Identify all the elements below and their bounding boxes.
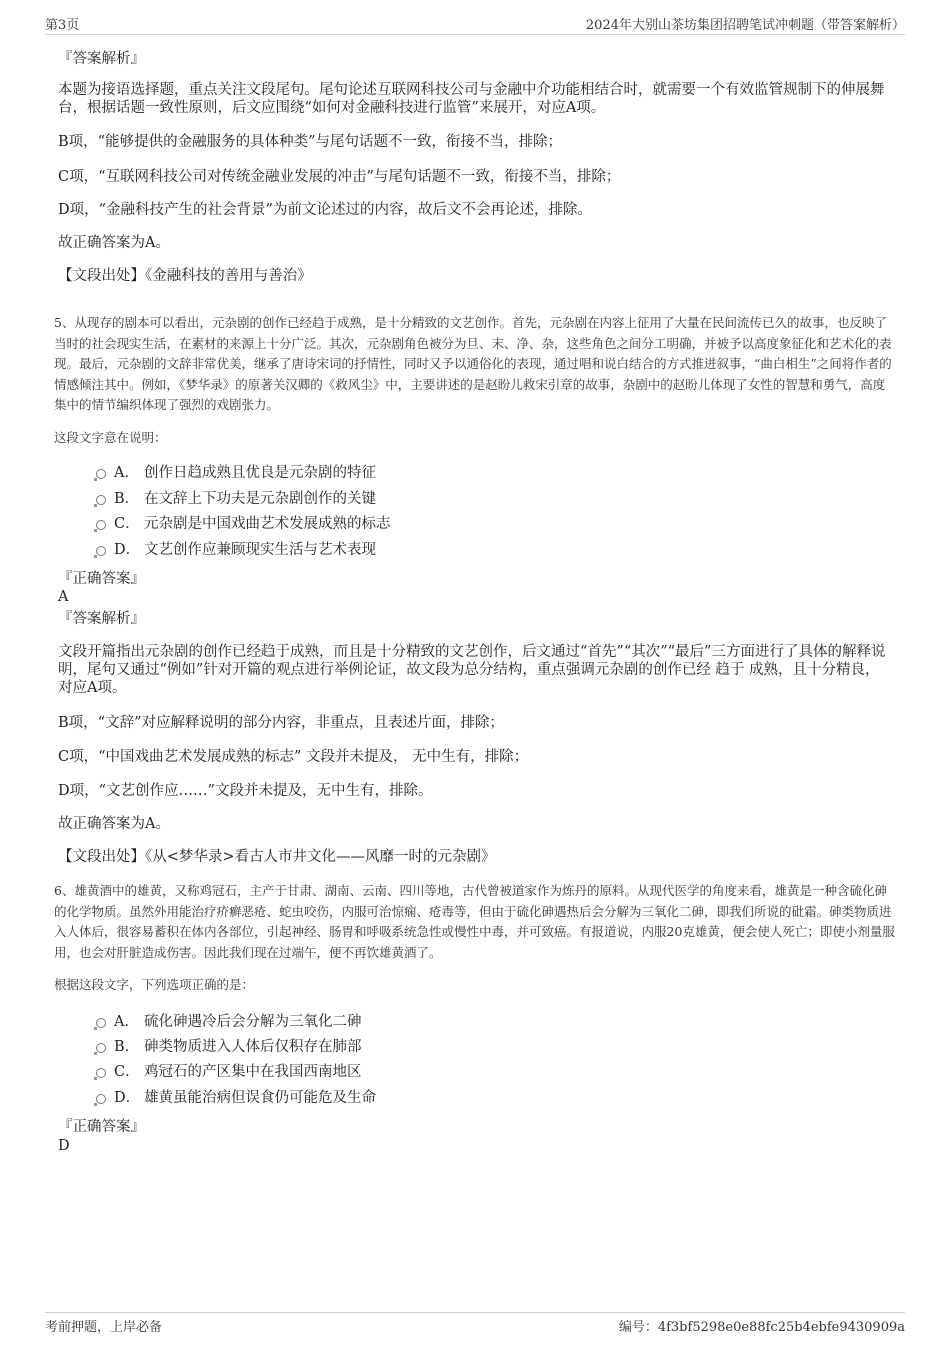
radio-button[interactable]: [96, 495, 106, 505]
option-text: 硫化砷遇冷后会分解为三氧化二砷: [144, 1014, 362, 1030]
q5-option-b[interactable]: [96, 489, 796, 511]
q5-option-a[interactable]: [96, 463, 796, 485]
option-text: 元杂剧是中国戏曲艺术发展成熟的标志: [144, 516, 391, 532]
q5-option-c[interactable]: [96, 514, 796, 536]
page-header: [45, 12, 905, 35]
q5-analysis-text: 文段开篇指出元杂剧的创作已经趋于成熟，而且是十分精致的文艺创作，后文通过“首先”“其次”“最后”三方面进行了具体的解释说明，尾句又通过“例如”针对开篇的观点进行举例论证，故文段为总分结构，重点强调元杂剧的创作已经 趋于 成熟，且十分精良，对应A项。: [58, 644, 886, 696]
option-letter: B．: [114, 491, 140, 507]
document-title: 2024年大别山茶坊集团招聘笔试冲刺题（带答案解析）: [585, 18, 905, 33]
q4-analysis-label: 『答案解析』: [58, 51, 145, 67]
document-code: 编号：4f3bf5298e0e88fc25b4ebfe9430909a: [618, 1320, 905, 1335]
q6-answer-label: 『正确答案』: [58, 1119, 145, 1135]
option-letter: D．: [114, 542, 141, 558]
q5-option-d-analysis: D项，“文艺创作应……”文段并未提及，无中生有，排除。: [58, 783, 433, 799]
q4-conclusion: 故正确答案为A。: [58, 235, 170, 251]
option-letter: B．: [114, 1039, 140, 1055]
option-text: 在文辞上下功夫是元杂剧创作的关键: [144, 491, 376, 507]
page-footer: [45, 1312, 905, 1335]
q5-conclusion: 故正确答案为A。: [58, 816, 170, 832]
radio-button[interactable]: [96, 1043, 106, 1053]
q5-source: 【文段出处】《从<梦华录>看古人市井文化——风靡一时的元杂剧》: [58, 849, 496, 865]
option-letter: C．: [114, 1064, 140, 1080]
option-letter: C．: [114, 516, 140, 532]
q6-prompt: 根据这段文字，下列选项正确的是：: [54, 977, 255, 992]
q5-analysis-label: 『答案解析』: [58, 611, 145, 627]
q5-prompt: 这段文字意在说明：: [54, 430, 167, 445]
q4-source: 【文段出处】《金融科技的善用与善治》: [58, 268, 312, 284]
q6-passage: 6、雄黄酒中的雄黄，又称鸡冠石，主产于甘肃、湖南、云南、四川等地，古代曾被道家作为炼丹的原料。从现代医学的角度来看，雄黄是一种含硫化砷的化学物质。虽然外用能治疗疥癣恶疮、蛇虫咬伤，内服可治惊痫、疮毒等，但由于硫化砷遇热后会分解为三氧化二砷，即我们所说的砒霜。砷类物质进入人体后，很容易蓄积在体内各部位，引起神经、肠胃和呼吸系统急性或慢性中毒，并可致癌。有报道说，内服20克雄黄，便会使人死亡；即使小剂量服用，也会对肝脏造成伤害。因此我们现在过端午，便不再饮雄黄酒了。: [54, 883, 895, 960]
q5-answer-label: 『正确答案』: [58, 571, 145, 587]
option-text: 砷类物质进入人体后仅积存在肺部: [144, 1039, 362, 1055]
q4-analysis-text: 本题为接语选择题，重点关注文段尾句。尾句论述互联网科技公司与金融中介功能相结合时，就需要一个有效监管规制下的伸展舞台，根据话题一致性原则，后文应围绕“如何对金融科技进行监管”来展开，对应A项。: [58, 82, 885, 116]
option-letter: D．: [114, 1090, 141, 1106]
q6-answer: D: [58, 1138, 70, 1154]
q4-option-b-analysis: B项，“能够提供的金融服务的具体种类”与尾句话题不一致，衔接不当，排除；: [58, 134, 562, 150]
q6-option-a[interactable]: [96, 1012, 796, 1034]
q6-option-b[interactable]: [96, 1037, 796, 1059]
radio-button[interactable]: [96, 1018, 106, 1028]
option-letter: A．: [114, 1014, 139, 1030]
option-text: 文艺创作应兼顾现实生活与艺术表现: [144, 542, 376, 558]
option-text: 雄黄虽能治病但误食仍可能危及生命: [144, 1090, 376, 1106]
q6-option-d[interactable]: [96, 1088, 796, 1110]
q5-option-d[interactable]: [96, 540, 796, 562]
option-letter: A．: [114, 465, 139, 481]
q5-passage: 5、从现存的剧本可以看出，元杂剧的创作已经趋于成熟，是十分精致的文艺创作。首先，元杂剧在内容上征用了大量在民间流传已久的故事，也反映了当时的社会现实生活，在素材的来源上十分广泛。其次，元杂剧角色被分为旦、末、净、杂，这些角色之间分工明确，并被予以高度象征化和艺术化的表现。最后，元杂剧的文辞非常优美，继承了唐诗宋词的抒情性，同时又予以通俗化的表现，通过唱和说白结合的方式推进叙事，“曲白相生”之间将作者的情感倾注其中。例如，《梦华录》的原著关汉卿的《救风尘》中，主要讲述的是赵盼儿救宋引章的故事，杂剧中的赵盼儿体现了女性的智慧和勇气，高度集中的情节编织体现了强烈的戏剧张力。: [54, 315, 892, 412]
q6-option-c[interactable]: [96, 1062, 796, 1084]
radio-button[interactable]: [96, 1068, 106, 1078]
radio-button[interactable]: [96, 546, 106, 556]
option-text: 创作日趋成熟且优良是元杂剧的特征: [144, 465, 376, 481]
radio-button[interactable]: [96, 520, 106, 530]
q4-option-d-analysis: D项，“金融科技产生的社会背景”为前文论述过的内容，故后文不会再论述，排除。: [58, 202, 592, 218]
option-text: 鸡冠石的产区集中在我国西南地区: [144, 1064, 362, 1080]
footer-slogan: 考前押题，上岸必备: [45, 1320, 163, 1335]
q5-option-c-analysis: C项，“中国戏曲艺术发展成熟的标志” 文段并未提及， 无中生有，排除；: [58, 749, 529, 765]
q5-answer: A: [58, 589, 69, 605]
radio-button[interactable]: [96, 1094, 106, 1104]
page-number: 第3页: [45, 18, 80, 33]
q4-option-c-analysis: C项，“互联网科技公司对传统金融业发展的冲击”与尾句话题不一致，衔接不当，排除；: [58, 169, 621, 185]
radio-button[interactable]: [96, 469, 106, 479]
q5-option-b-analysis: B项，“文辞”对应解释说明的部分内容，非重点，且表述片面，排除；: [58, 715, 504, 731]
